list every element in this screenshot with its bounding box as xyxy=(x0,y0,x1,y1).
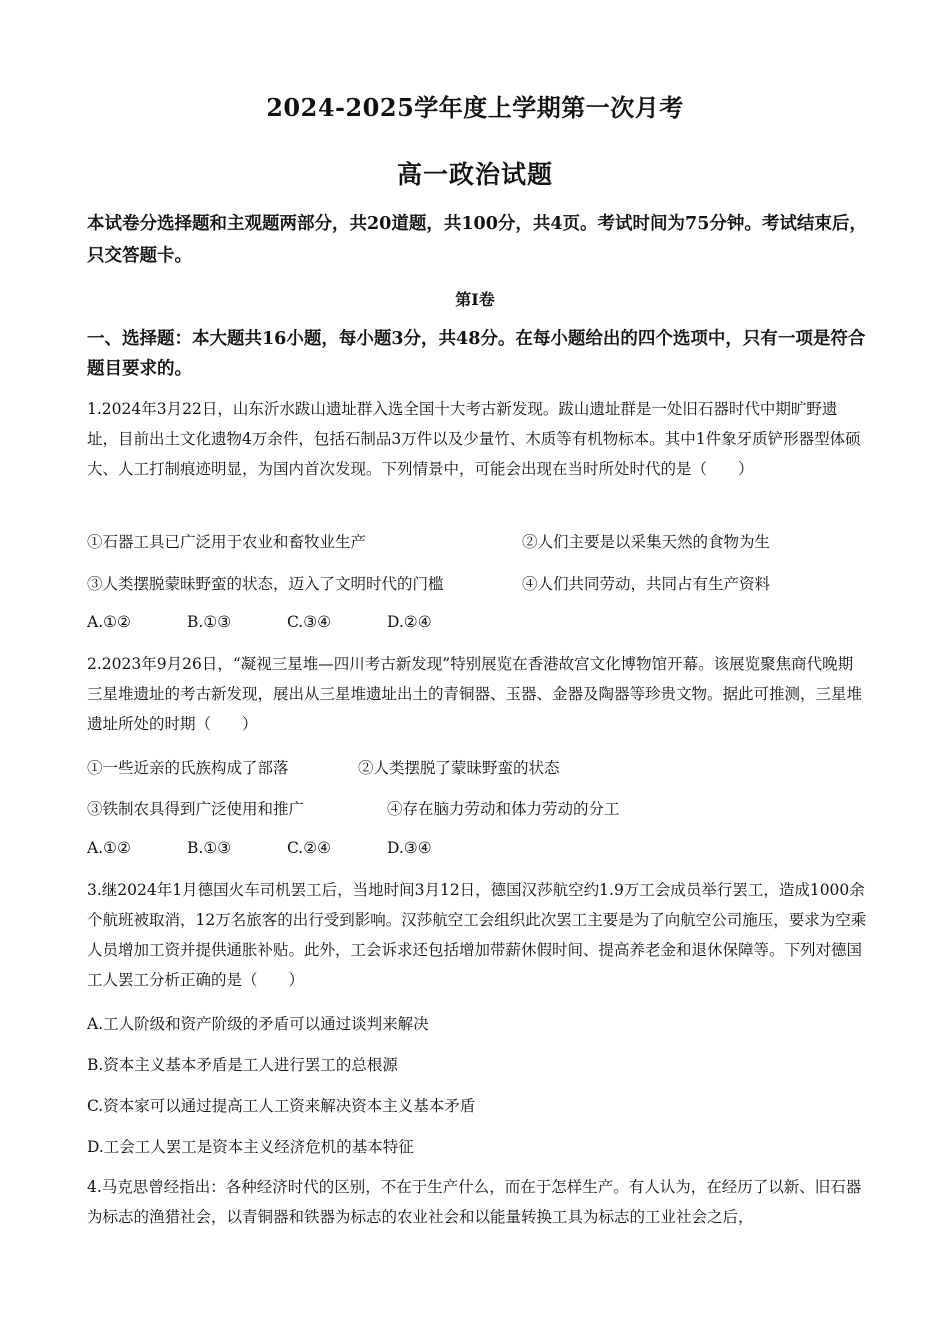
question-1-choice-d: D.②④ xyxy=(387,613,432,631)
question-3-choice-d: D.工会工人罢工是资本主义经济危机的基本特征 xyxy=(87,1138,414,1156)
question-1-stem: 1.2024年3月22日，山东沂水跋山遗址群入选全国十大考古新发现。跋山遗址群是一处旧石器时代中期旷野遗址，目前出土文化遗物4万余件，包括石制品3万件以及少量竹、木质等有机物标本。其中1件象牙质铲形器型体硕大、人工打制痕迹明显，为国内首次发现。下列情景中，可能会出现在当时所处时代的是（ ） xyxy=(87,400,861,478)
question-1-choice-c: C.③④ xyxy=(287,613,332,631)
question-1-choice-b: B.①③ xyxy=(187,613,232,631)
volume-label: 第Ⅰ卷 xyxy=(455,290,495,309)
question-2-option-1: ①一些近亲的氏族构成了部落 xyxy=(87,759,289,777)
question-2-choice-c: C.②④ xyxy=(287,839,332,857)
exam-title: 2024-2025学年度上学期第一次月考 xyxy=(266,93,684,122)
question-2-choice-b: B.①③ xyxy=(187,839,232,857)
question-1-option-3: ③人类摆脱蒙昧野蛮的状态，迈入了文明时代的门槛 xyxy=(87,575,444,593)
question-1-option-4: ④人们共同劳动，共同占有生产资料 xyxy=(522,575,771,593)
question-3-choice-a: A.工人阶级和资产阶级的矛盾可以通过谈判来解决 xyxy=(87,1015,429,1033)
question-2-choice-d: D.③④ xyxy=(387,839,432,857)
exam-subject-title: 高一政治试题 xyxy=(396,160,553,189)
question-1-choice-a: A.①② xyxy=(87,613,131,631)
question-2-option-4: ④存在脑力劳动和体力劳动的分工 xyxy=(387,800,620,818)
question-4-stem: 4.马克思曾经指出：各种经济时代的区别，不在于生产什么，而在于怎样生产。有人认为，在经历了以新、旧石器为标志的渔猎社会，以青铜器和铁器为标志的农业社会和以能量转换工具为标志的工业社会之后， xyxy=(87,1178,862,1226)
question-2-option-2: ②人类摆脱了蒙昧野蛮的状态 xyxy=(358,759,560,777)
question-3-choice-b: B.资本主义基本矛盾是工人进行罢工的总根源 xyxy=(87,1056,398,1074)
exam-instructions: 本试卷分选择题和主观题两部分，共20道题，共100分，共4页。考试时间为75分钟。考试结束后，只交答题卡。 xyxy=(87,214,867,266)
question-1-option-2: ②人们主要是以采集天然的食物为生 xyxy=(522,533,771,551)
question-1-option-1: ①石器工具已广泛用于农业和畜牧业生产 xyxy=(87,533,367,551)
question-2-choice-a: A.①② xyxy=(87,839,131,857)
question-2-stem: 2.2023年9月26日，“凝视三星堆—四川考古新发现”特别展览在香港故宫文化博物馆开幕。该展览聚焦商代晚期三星堆遗址的考古新发现，展出从三星堆遗址出土的青铜器、玉器、金器及陶器等珍贵文物。据此可推测，三星堆遗址所处的时期（ ） xyxy=(87,655,863,733)
question-2-option-3: ③铁制农具得到广泛使用和推广 xyxy=(87,800,305,818)
section-heading: 一、选择题：本大题共16小题，每小题3分，共48分。在每小题给出的四个选项中，只有一项是符合题目要求的。 xyxy=(87,329,866,379)
question-3-stem: 3.继2024年1月德国火车司机罢工后，当地时间3月12日，德国汉莎航空约1.9万工会成员举行罢工，造成1000余个航班被取消，12万名旅客的出行受到影响。汉莎航空工会组织此次罢工主要是为了向航空公司施压，要求为空乘人员增加工资并提供通胀补贴。此外，工会诉求还包括增加带薪休假时间、提高养老金和退休保障等。下列对德国工人罢工分析正确的是（ ） xyxy=(87,881,867,989)
question-3-choice-c: C.资本家可以通过提高工人工资来解决资本主义基本矛盾 xyxy=(87,1097,476,1115)
